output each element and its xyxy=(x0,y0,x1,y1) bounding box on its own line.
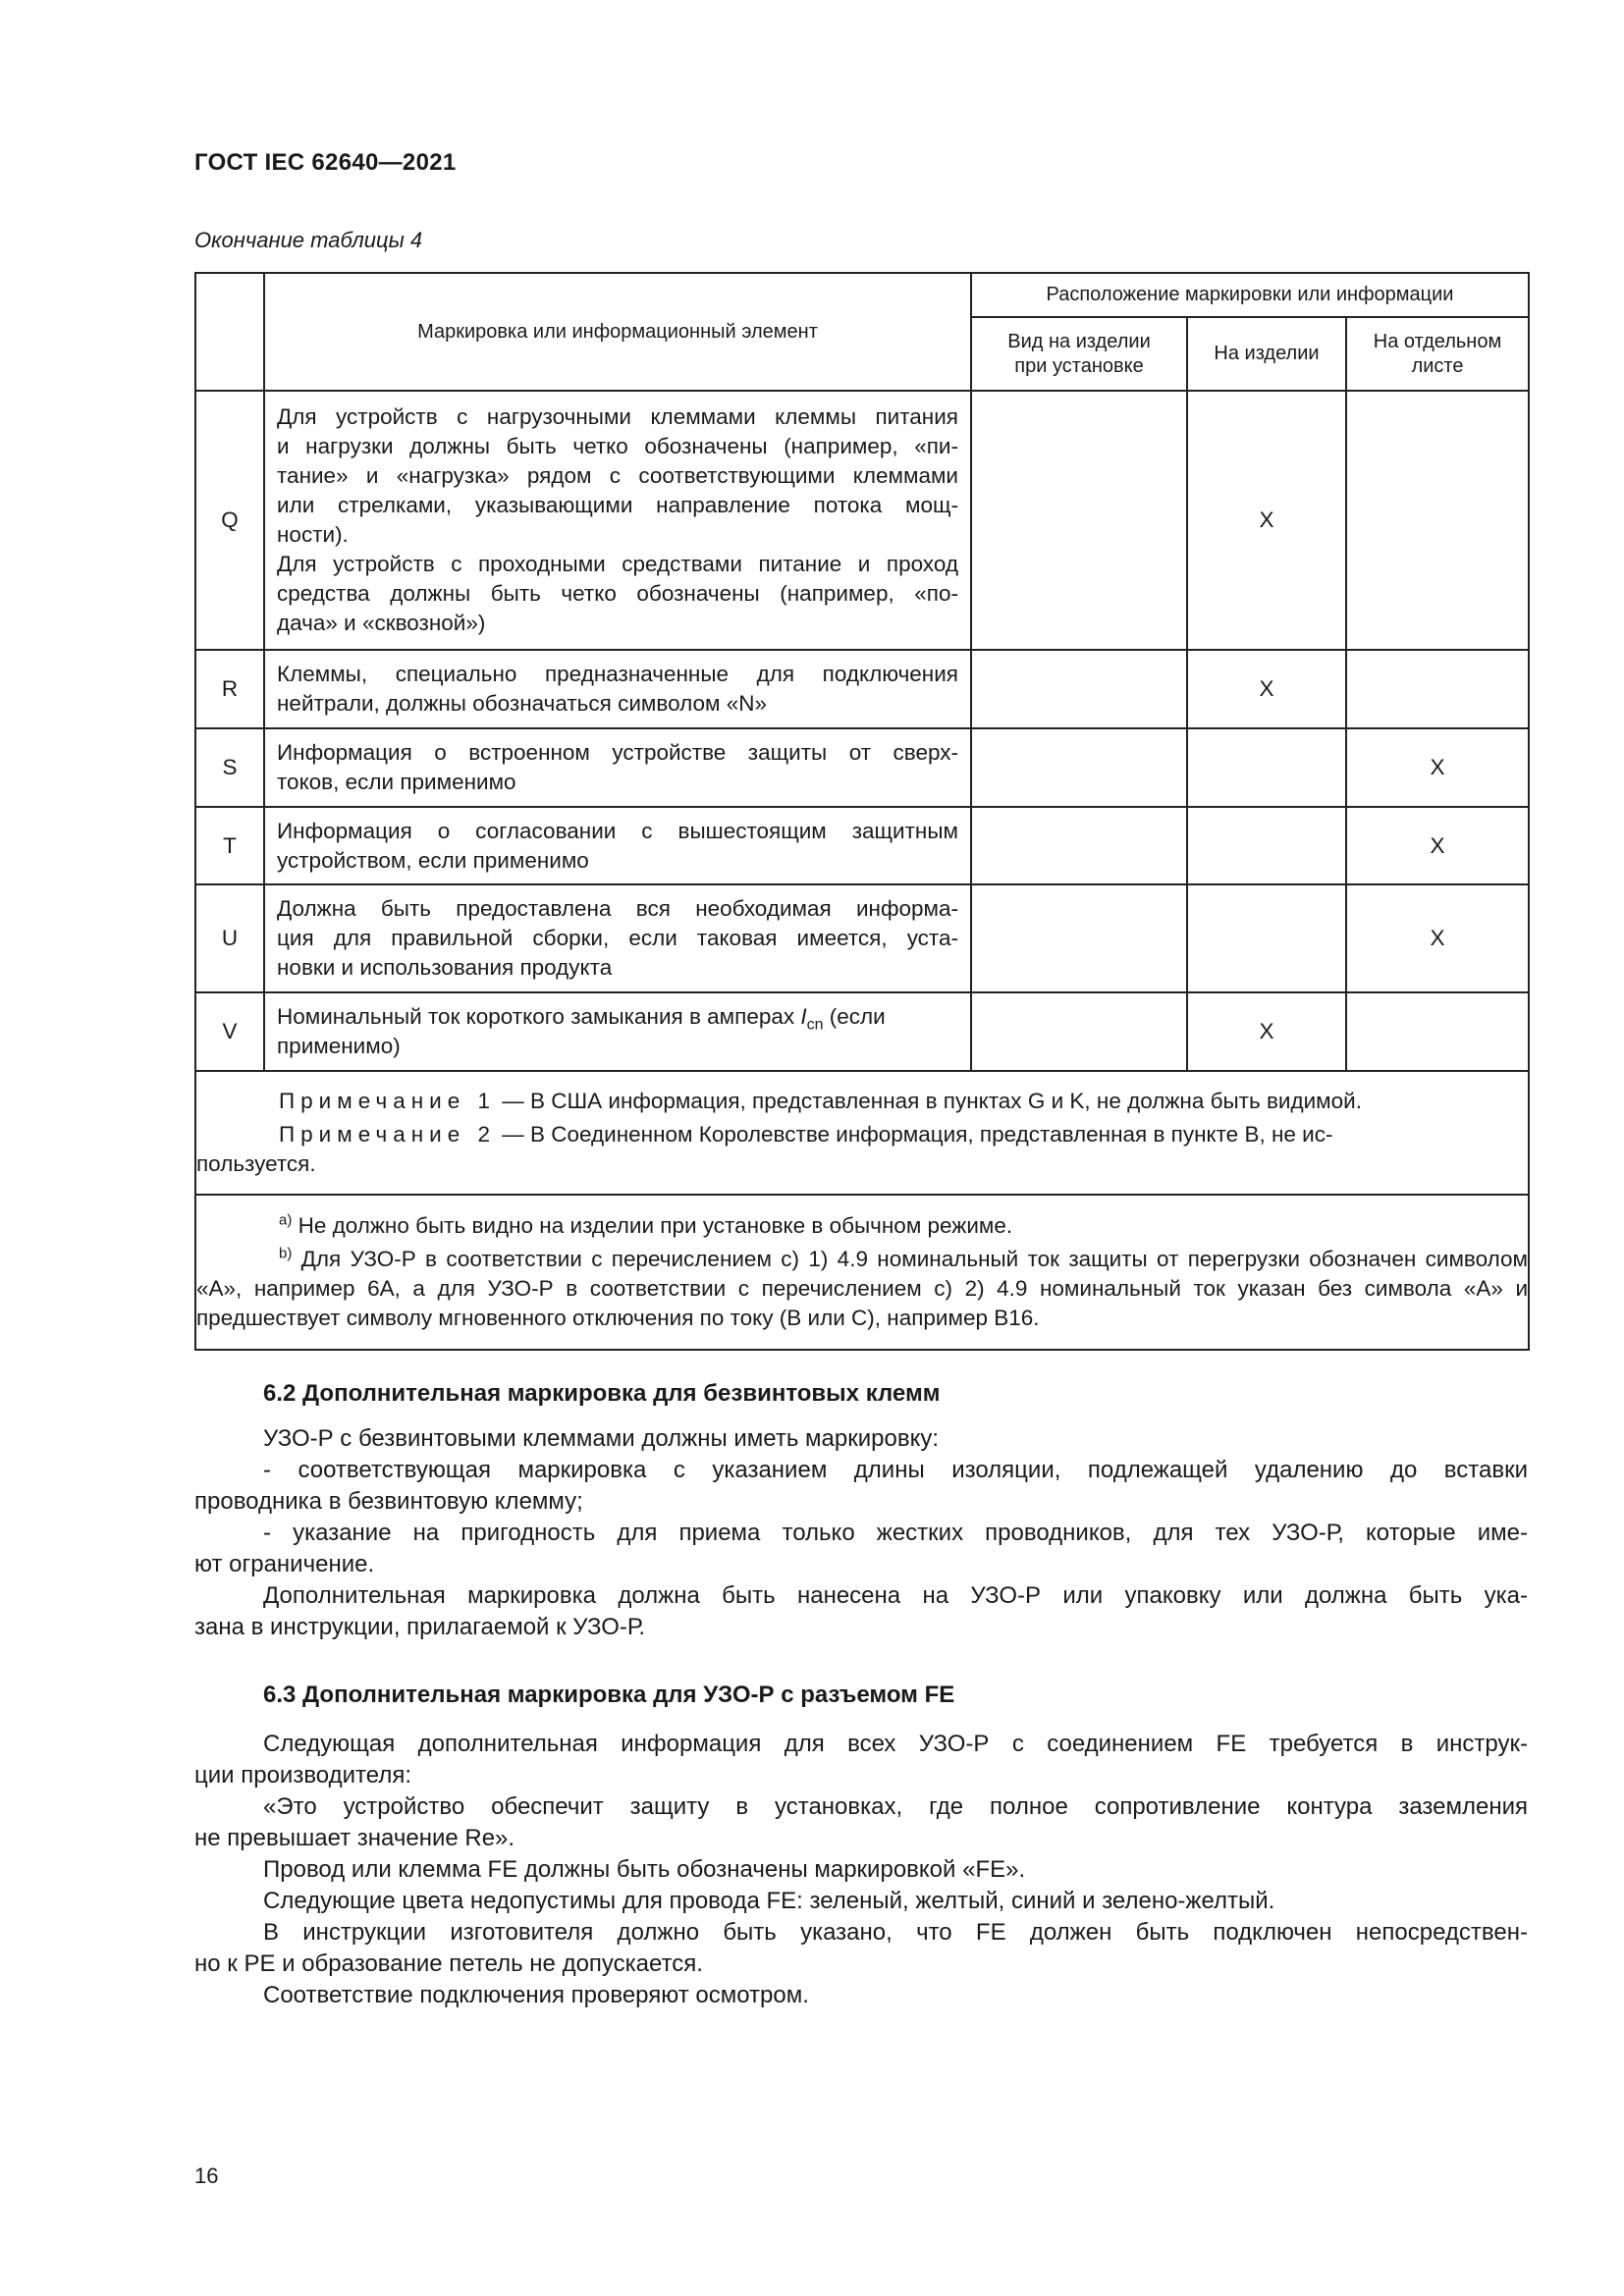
table-note-2: Примечание 2 — В Соединенном Королевстве информация, представленная в пункте B, не ис- пользуется. xyxy=(196,1122,1333,1176)
mark-view-installed xyxy=(971,650,1187,728)
row-description: Клеммы, специально предназначенные для подключения нейтрали, должны обозначаться символом «N» xyxy=(264,650,971,728)
row-description: Информация о встроенном устройстве защиты от сверх- токов, если применимо xyxy=(264,728,971,807)
table-row xyxy=(195,728,1529,807)
paragraph: Дополнительная маркировка должна быть нанесена на УЗО-Р или упаковку или должна быть ука- зана в инструкции, прилагаемой к УЗО-Р. xyxy=(194,1582,1528,1640)
paragraph: Провод или клемма FE должны быть обозначены маркировкой «FE». xyxy=(263,1856,1026,1883)
row-letter: S xyxy=(195,728,264,807)
list-item: - соответствующая маркировка с указанием длины изоляции, подлежащей удалению до вставки проводника в безвинтовую клемму; xyxy=(194,1457,1528,1515)
mark-separate-sheet: X xyxy=(1346,728,1529,807)
mark-on-product: X xyxy=(1187,992,1346,1071)
subheader-on-product: На изделии xyxy=(1187,317,1346,391)
mark-view-installed xyxy=(971,728,1187,807)
mark-separate-sheet xyxy=(1346,650,1529,728)
mark-view-installed xyxy=(971,992,1187,1071)
header-letter-cell xyxy=(195,273,264,391)
mark-separate-sheet xyxy=(1346,992,1529,1071)
footnote-b: $^{b)}$ Для УЗО-Р в соответствии с перечислением с) 1) 4.9 номинальный ток защиты от перегрузки обозначен символом «А», например 6А, а для УЗО-Р в соответствии с перечислением с) 2) 4.9 номинальный ток указан без символа «А» и предшествует символу мгновенного отключения по току (В или С), например В16. xyxy=(196,1245,1529,1330)
mark-on-product xyxy=(1187,807,1346,884)
footnote-a: $^{а)}$ Не должно быть видно на изделии при установке в обычном режиме. xyxy=(279,1211,1013,1238)
header-location: Расположение маркировки или информации xyxy=(971,273,1529,317)
table-footnotes xyxy=(195,1195,1529,1350)
table-row xyxy=(195,884,1529,992)
mark-separate-sheet: X xyxy=(1346,807,1529,884)
paragraph: «Это устройство обеспечит защиту в установках, где полное сопротивление контура заземления не превышает значение Re». xyxy=(194,1793,1528,1851)
mark-on-product xyxy=(1187,884,1346,992)
document-header: ГОСТ IEC 62640—2021 xyxy=(194,149,457,176)
subheader-view-installed: Вид на изделии при установке xyxy=(971,317,1187,391)
mark-view-installed xyxy=(971,807,1187,884)
table-row xyxy=(195,807,1529,884)
table-notes xyxy=(195,1071,1529,1195)
paragraph: Следующая дополнительная информация для всех УЗО-Р с соединением FE требуется в инструк- ции производителя: xyxy=(194,1731,1528,1789)
section-title: 6.2 Дополнительная маркировка для безвинтовых клемм xyxy=(263,1380,941,1407)
paragraph: Соответствие подключения проверяют осмотром. xyxy=(263,1982,809,2008)
mark-view-installed xyxy=(971,391,1187,650)
table-note-1: Примечание 1 — В США информация, представленная в пунктах G и K, не должна быть видимой. xyxy=(279,1089,1362,1113)
paragraph: В инструкции изготовителя должно быть указано, что FE должен быть подключен непосредствен- но к PE и образование петель не допускается. xyxy=(194,1919,1528,1977)
mark-separate-sheet: X xyxy=(1346,884,1529,992)
section-title: 6.3 Дополнительная маркировка для УЗО-Р с разъемом FE xyxy=(263,1682,955,1708)
row-description: Должна быть предоставлена вся необходимая информа- ция для правильной сборки, если таковая имеется, уста- новки и использования продукта xyxy=(264,884,971,992)
subheader-separate-sheet: На отдельном листе xyxy=(1346,317,1529,391)
row-letter: T xyxy=(195,807,264,884)
mark-on-product: X xyxy=(1187,650,1346,728)
table-row xyxy=(195,650,1529,728)
row-letter: U xyxy=(195,884,264,992)
row-letter: V xyxy=(195,992,264,1071)
row-description: Информация о согласовании с вышестоящим защитным устройством, если применимо xyxy=(264,807,971,884)
table-row xyxy=(195,391,1529,650)
section-6-2 xyxy=(194,1378,1528,1643)
table-caption: Окончание таблицы 4 xyxy=(194,228,423,252)
paragraph: УЗО-Р с безвинтовыми клеммами должны иметь маркировку: xyxy=(263,1425,940,1452)
mark-on-product: X xyxy=(1187,391,1346,650)
header-element: Маркировка или информационный элемент xyxy=(264,273,971,391)
row-description: Для устройств с нагрузочными клеммами клеммы питания и нагрузки должны быть четко обозначены (например, «пи- тание» и «нагрузка» рядом с соответствующими клеммами или стрелками, указывающими направление потока мощ- ности). Для устройств с проходными средствами питание и проход средства должны быть четко обозначены (например, «по- дача» и «сквозной») xyxy=(264,391,971,650)
row-description: Номинальный ток короткого замыкания в амперах $I_{cn}$ (если применимо) xyxy=(264,992,971,1071)
row-letter: Q xyxy=(195,391,264,650)
table-row xyxy=(195,992,1529,1071)
row-letter: R xyxy=(195,650,264,728)
marking-table xyxy=(194,272,1530,1351)
page-number: 16 xyxy=(194,2163,219,2188)
mark-on-product xyxy=(1187,728,1346,807)
section-6-3 xyxy=(194,1680,1528,2011)
paragraph: Следующие цвета недопустимы для провода FE: зеленый, желтый, синий и зелено-желтый. xyxy=(263,1888,1275,1914)
mark-view-installed xyxy=(971,884,1187,992)
list-item: - указание на пригодность для приема только жестких проводников, для тех УЗО-Р, которые име- ют ограничение. xyxy=(194,1520,1528,1577)
mark-separate-sheet xyxy=(1346,391,1529,650)
